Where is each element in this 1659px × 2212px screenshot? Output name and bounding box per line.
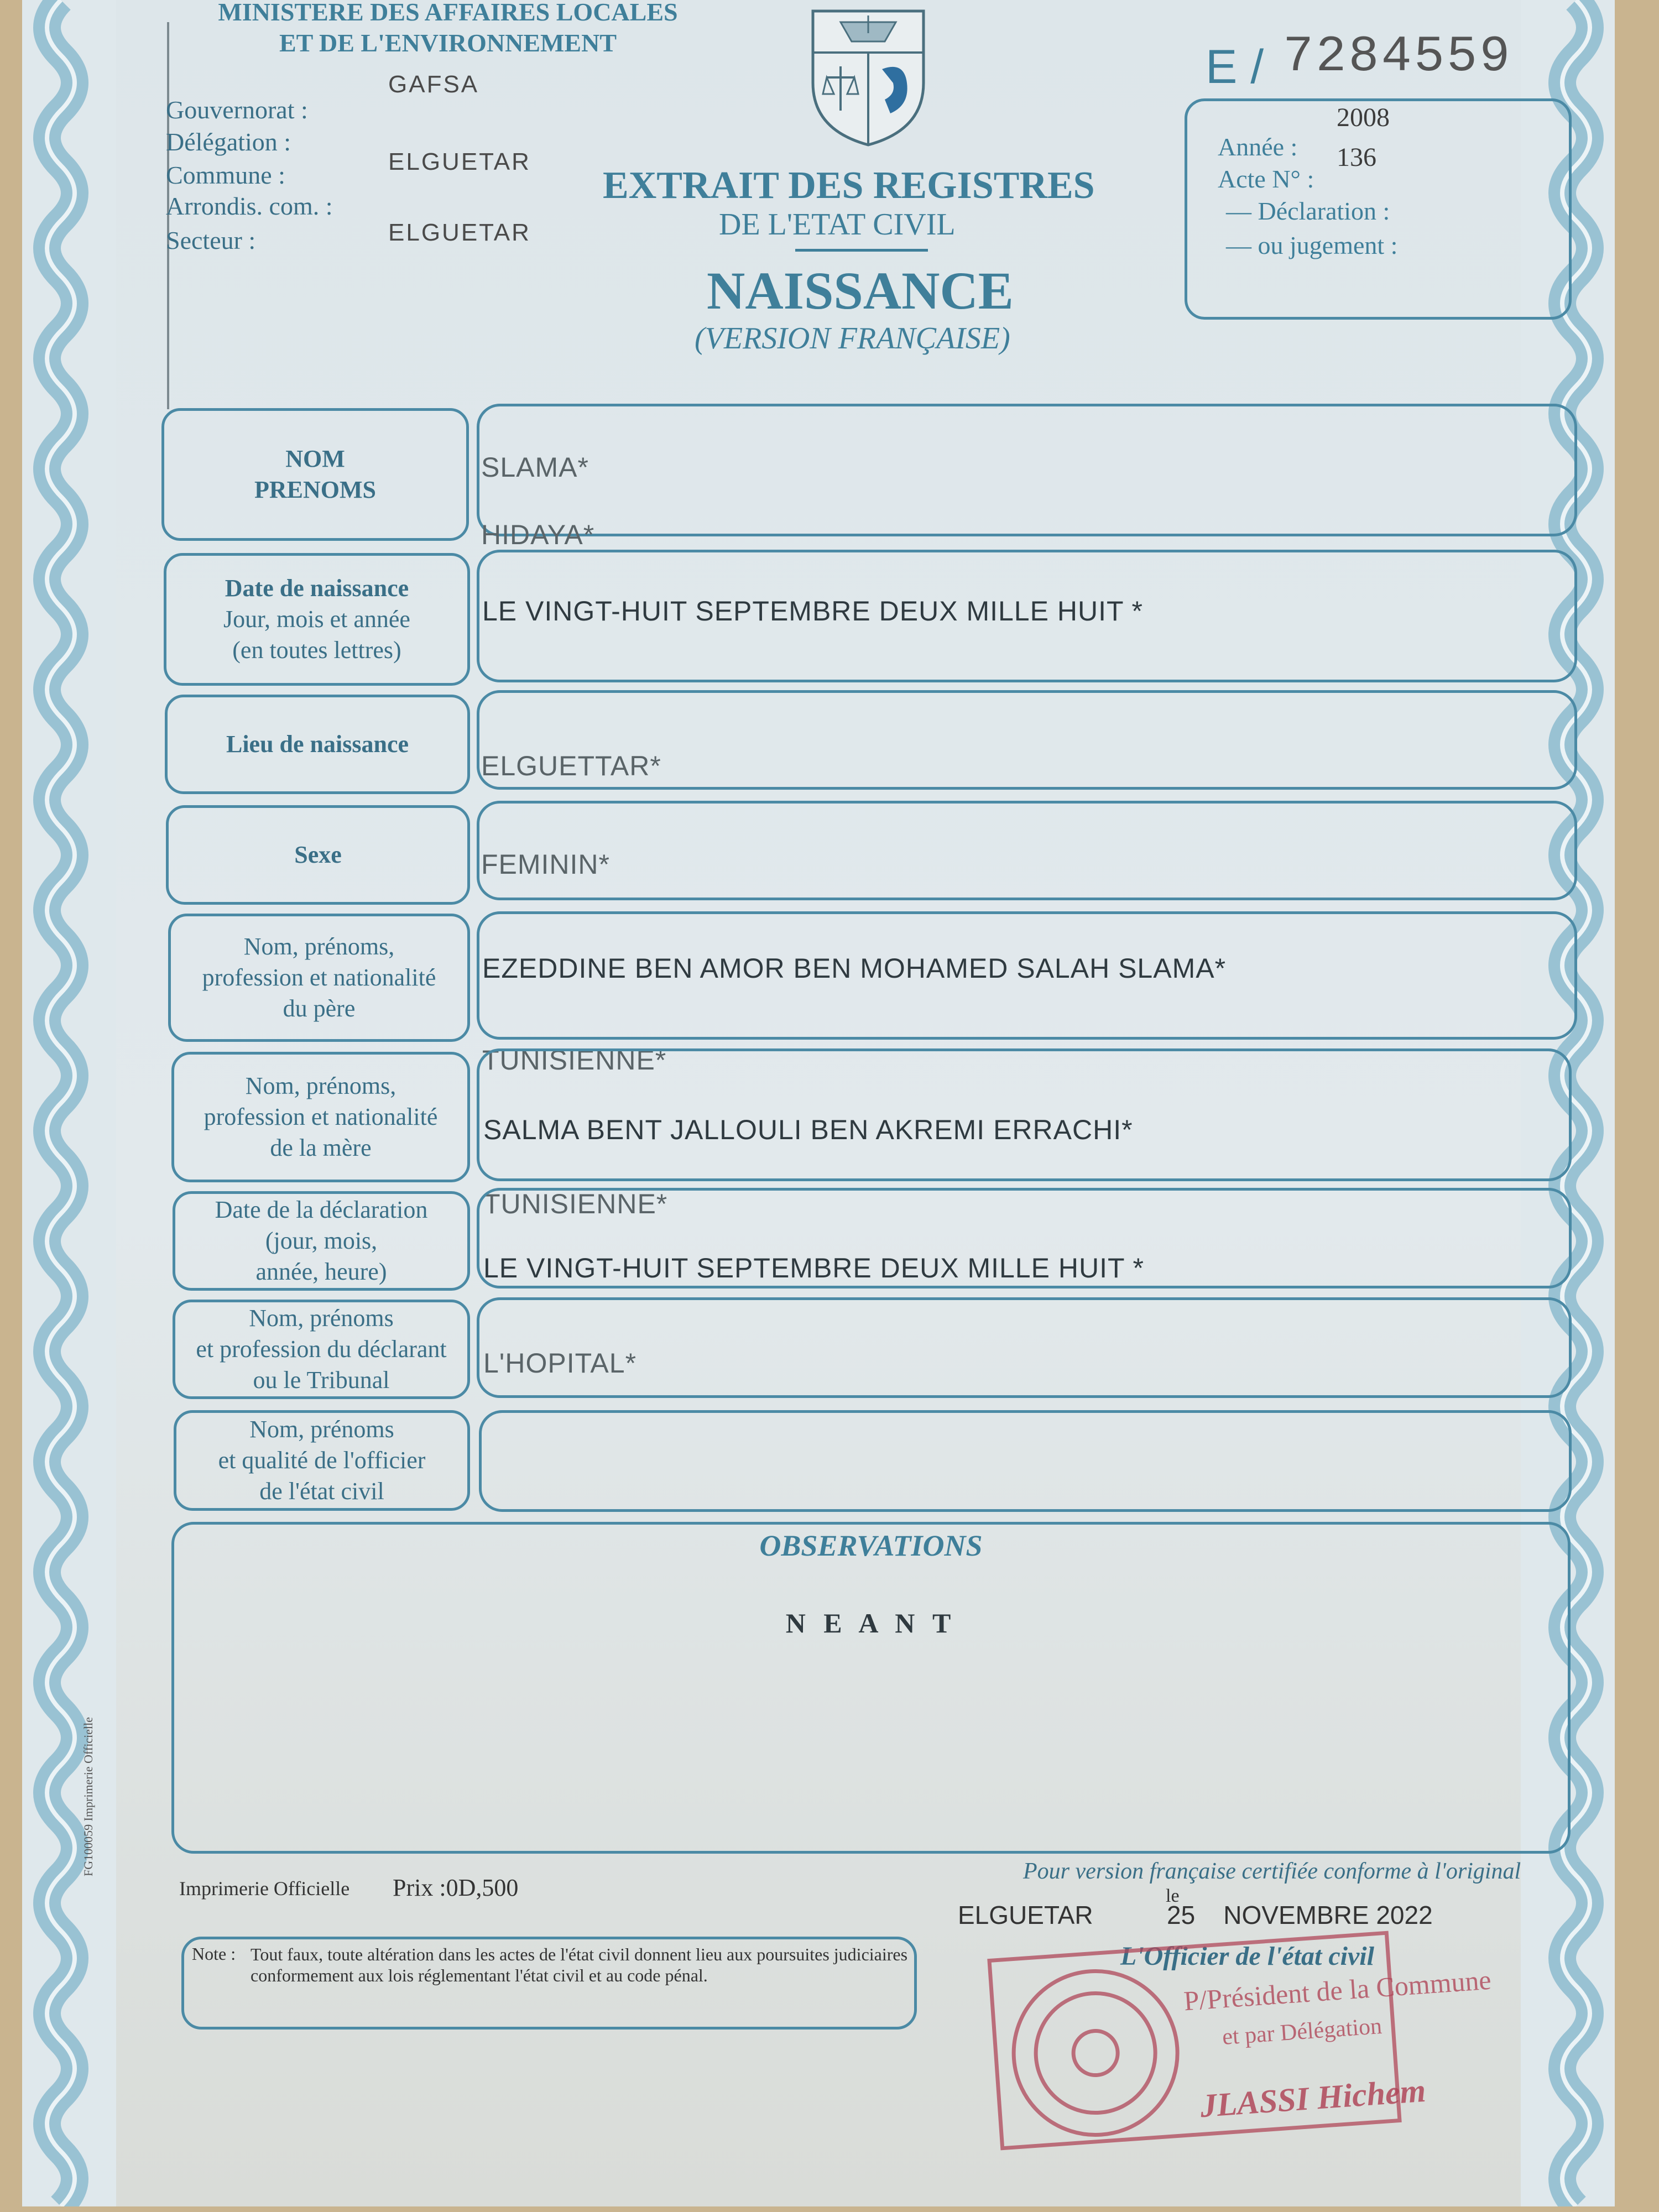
nom-prenoms-label: NOM PRENOMS: [161, 408, 469, 541]
officier-box: [479, 1410, 1572, 1512]
title-divider: [795, 249, 928, 252]
delegation-label: Délégation :: [166, 128, 291, 156]
nom-value: SLAMA*: [481, 452, 589, 483]
ministry-line-2: ET DE L'ENVIRONNEMENT: [279, 29, 617, 57]
annee-value: 2008: [1337, 103, 1390, 132]
gouvernorat-label: Gouvernorat :: [166, 96, 308, 124]
declaration-date-value: LE VINGT-HUIT SEPTEMBRE DEUX MILLE HUIT *: [483, 1253, 1144, 1284]
mere-value: SALMA BENT JALLOULI BEN AKREMI ERRACHI*: [483, 1114, 1133, 1145]
printer-name: Imprimerie Officielle: [179, 1877, 350, 1900]
prenom-value: HIDAYA*: [481, 519, 595, 550]
pere-nationality: TUNISIENNE*: [482, 1045, 667, 1076]
le-label: le: [1166, 1886, 1180, 1906]
act-box: [1185, 98, 1572, 320]
price: [393, 1874, 518, 1902]
annee-label: Année :: [1218, 133, 1298, 161]
lieu-naissance-value: ELGUETTAR*: [481, 750, 661, 781]
pere-value: EZEDDINE BEN AMOR BEN MOHAMED SALAH SLAMA*: [482, 953, 1227, 984]
document-subtitle: DE L'ETAT CIVIL: [719, 207, 956, 242]
sexe-box: [477, 801, 1577, 900]
side-print-code: FG100059 Imprimerie Officielle: [81, 1717, 95, 1876]
place-name: ELGUETAR: [958, 1901, 1093, 1929]
document-version: (VERSION FRANÇAISE): [695, 321, 1010, 356]
arrondissement-label: Arrondis. com. :: [166, 192, 333, 220]
ministry-header: [177, 0, 719, 59]
declaration-date-label: Date de la déclaration (jour, mois, année, heure): [173, 1191, 470, 1291]
declarant-box: [477, 1297, 1572, 1398]
mere-label: Nom, prénoms, profession et nationalité de la mère: [171, 1052, 470, 1182]
legal-note-box: [181, 1937, 917, 2030]
coat-of-arms-icon: [802, 0, 935, 149]
nom-prenoms-box: [477, 404, 1577, 536]
mere-nationality: TUNISIENNE*: [483, 1188, 668, 1219]
declarant-label: Nom, prénoms et profession du déclarant ou le Tribunal: [173, 1300, 470, 1399]
document-type: NAISSANCE: [707, 261, 1014, 320]
pere-label: Nom, prénoms, profession et nationalité du père: [168, 914, 470, 1042]
sexe-label: Sexe: [166, 805, 470, 905]
stamp-delegation: et par Délégation: [1221, 2013, 1383, 2051]
sexe-value: FEMININ*: [481, 849, 610, 880]
observations-box: [171, 1522, 1571, 1854]
date-naissance-label: Date de naissance Jour, mois et année (en toutes lettres): [164, 553, 470, 686]
document-title: EXTRAIT DES REGISTRES: [603, 164, 1095, 207]
declarant-value: L'HOPITAL*: [483, 1348, 637, 1379]
price-label: Prix :: [393, 1874, 446, 1901]
ministry-line-1: MINISTERE DES AFFAIRES LOCALES: [218, 0, 678, 26]
official-stamp: [973, 1924, 1493, 2157]
serial-prefix: E /: [1206, 40, 1264, 93]
price-value: 0D,500: [446, 1874, 519, 1901]
guilloche-border-left: [22, 0, 116, 2206]
serial-number: 7284559: [1283, 28, 1512, 86]
issue-date: 25 NOVEMBRE 2022: [1167, 1901, 1433, 1929]
stamp-signatory: JLASSI Hichem: [1199, 2072, 1427, 2125]
officier-label: Nom, prénoms et qualité de l'officier de l'état civil: [174, 1410, 470, 1511]
secteur-value: ELGUETAR: [388, 219, 531, 246]
jugement-label: — ou jugement :: [1226, 231, 1398, 259]
secteur-label: Secteur :: [166, 226, 256, 254]
acte-label: Acte N° :: [1218, 165, 1314, 193]
declaration-label: — Déclaration :: [1226, 197, 1390, 225]
lieu-naissance-label: Lieu de naissance: [165, 695, 470, 794]
observations-title: OBSERVATIONS: [759, 1529, 983, 1562]
commune-value: ELGUETAR: [388, 148, 531, 175]
note-text: Tout faux, toute altération dans les actes de l'état civil donnent lieu aux poursuites judiciaires conformement aux lois réglementant l'état civil et au code pénal.: [251, 1944, 908, 1985]
commune-label: Commune :: [166, 161, 285, 189]
officer-title: L'Officier de l'état civil: [1120, 1942, 1374, 1971]
birth-certificate-sheet: [22, 0, 1615, 2206]
observations-value: N E A N T: [785, 1608, 957, 1639]
certified-statement: Pour version française certifiée conforme à l'original: [1023, 1859, 1521, 1884]
acte-value: 136: [1337, 143, 1376, 172]
note-label: Note :: [192, 1944, 236, 1964]
date-naissance-value: LE VINGT-HUIT SEPTEMBRE DEUX MILLE HUIT *: [482, 596, 1143, 627]
stamp-president: P/Président de la Commune: [1182, 1964, 1493, 2017]
gouvernorat-value: GAFSA: [388, 71, 479, 98]
